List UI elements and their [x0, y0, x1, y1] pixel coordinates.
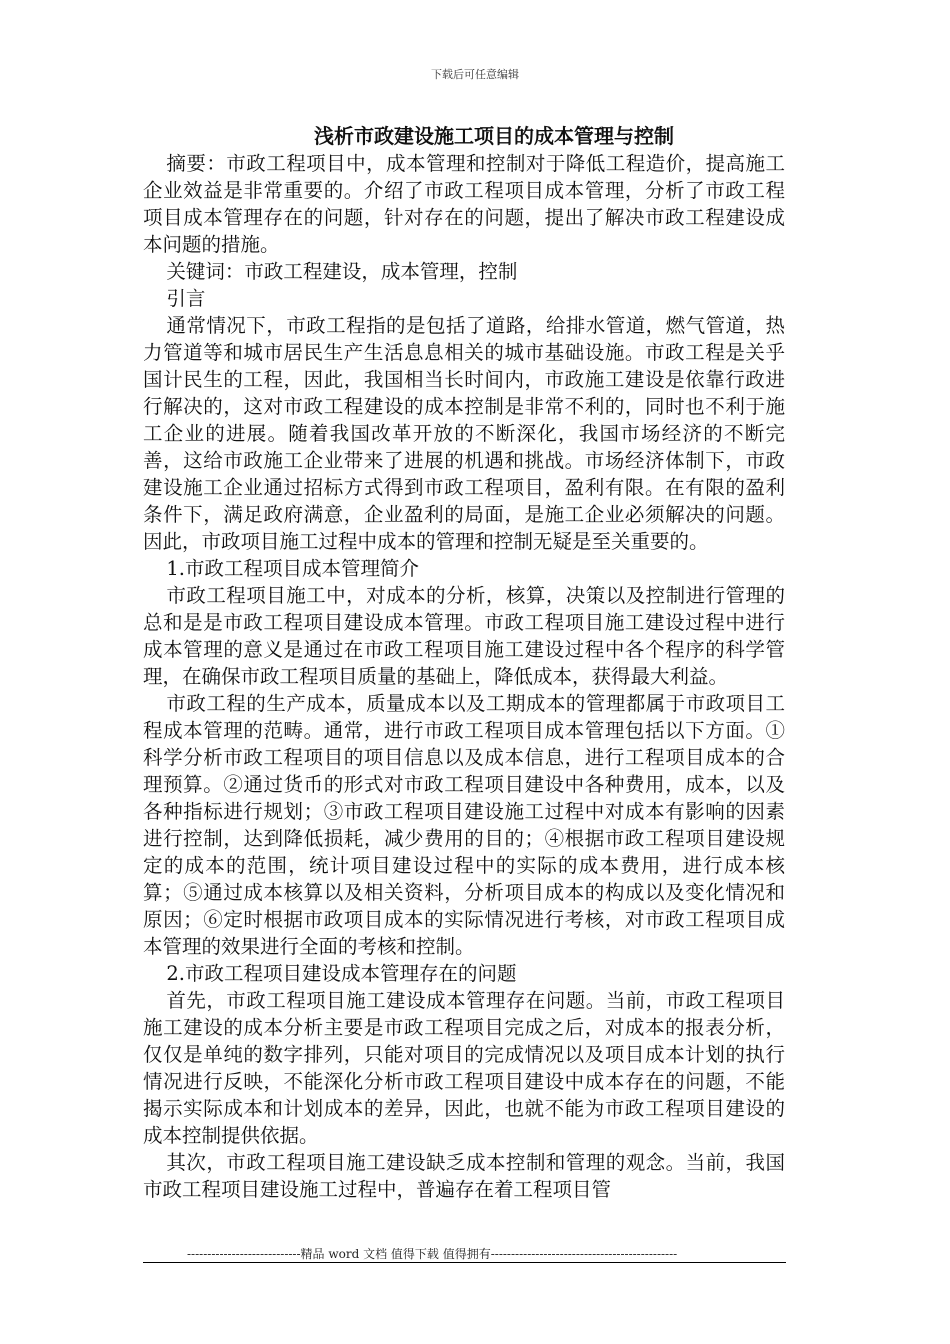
section-heading-1: 1.市政工程项目成本管理简介	[166, 557, 419, 580]
abstract-paragraph: 摘要：市政工程项目中，成本管理和控制对于降低工程造价，提高施工企业效益是非常重要的。介绍了市政工程项目成本管理，分析了市政工程项目成本管理存在的问题，针对存在的问题，提出了解决市政工程建设成本问题的措施。	[143, 152, 785, 256]
document-title: 浅析市政建设施工项目的成本管理与控制	[314, 124, 674, 148]
section-2-paragraph-2: 其次，市政工程项目施工建设缺乏成本控制和管理的观念。当前，我国市政工程项目建设施工过程中，普遍存在着工程项目管	[143, 1151, 785, 1201]
section-heading-2: 2.市政工程项目建设成本管理存在的问题	[166, 962, 517, 985]
section-2-paragraph-1: 首先，市政工程项目施工建设成本管理存在问题。当前，市政工程项目施工建设的成本分析主要是市政工程项目完成之后，对成本的报表分析，仅仅是单纯的数字排列，只能对项目的完成情况以及项目成本计划的执行情况进行反映，不能深化分析市政工程项目建设中成本存在的问题，不能揭示实际成本和计划成本的差异，因此，也就不能为市政工程项目建设的成本控制提供依据。	[143, 989, 785, 1147]
keywords-paragraph: 关键词：市政工程建设，成本管理，控制	[166, 260, 518, 283]
section-1-paragraph-1: 市政工程项目施工中，对成本的分析，核算，决策以及控制进行管理的总和是是市政工程项目建设成本管理。市政工程项目施工建设过程中进行成本管理的意义是通过在市政工程项目施工建设过程中各个程序的科学管理，在确保市政工程项目质量的基础上，降低成本，获得最大利益。	[143, 584, 785, 688]
footer-text: ----------------------------精品 word 文档 值得下载 值得拥有----------------------------------------------	[187, 1247, 678, 1261]
header-note: 下载后可任意编辑	[431, 68, 519, 81]
footer-divider	[143, 1262, 786, 1263]
section-heading-intro: 引言	[166, 287, 206, 310]
intro-paragraph: 通常情况下，市政工程指的是包括了道路，给排水管道，燃气管道，热力管道等和城市居民生产生活息息相关的城市基础设施。市政工程是关乎国计民生的工程，因此，我国相当长时间内，市政施工建设是依靠行政进行解决的，这对市政工程建设的成本控制是非常不利的，同时也不利于施工企业的进展。随着我国改革开放的不断深化，我国市场经济的不断完善，这给市政施工企业带来了进展的机遇和挑战。市场经济体制下，市政建设施工企业通过招标方式得到市政工程项目，盈利有限。在有限的盈利条件下，满足政府满意，企业盈利的局面，是施工企业必须解决的问题。因此，市政项目施工过程中成本的管理和控制无疑是至关重要的。	[143, 314, 785, 553]
section-1-paragraph-2: 市政工程的生产成本，质量成本以及工期成本的管理都属于市政项目工程成本管理的范畴。通常，进行市政工程项目成本管理包括以下方面。①科学分析市政工程项目的项目信息以及成本信息，进行工程项目成本的合理预算。②通过货币的形式对市政工程项目建设中各种费用，成本，以及各种指标进行规划；③市政工程项目建设施工过程中对成本有影响的因素进行控制，达到降低损耗，减少费用的目的；④根据市政工程项目建设规定的成本的范围，统计项目建设过程中的实际的成本费用，进行成本核算；⑤通过成本核算以及相关资料，分析项目成本的构成以及变化情况和原因；⑥定时根据市政项目成本的实际情况进行考核，对市政工程项目成本管理的效果进行全面的考核和控制。	[143, 692, 785, 958]
document-body	[143, 122, 785, 1203]
